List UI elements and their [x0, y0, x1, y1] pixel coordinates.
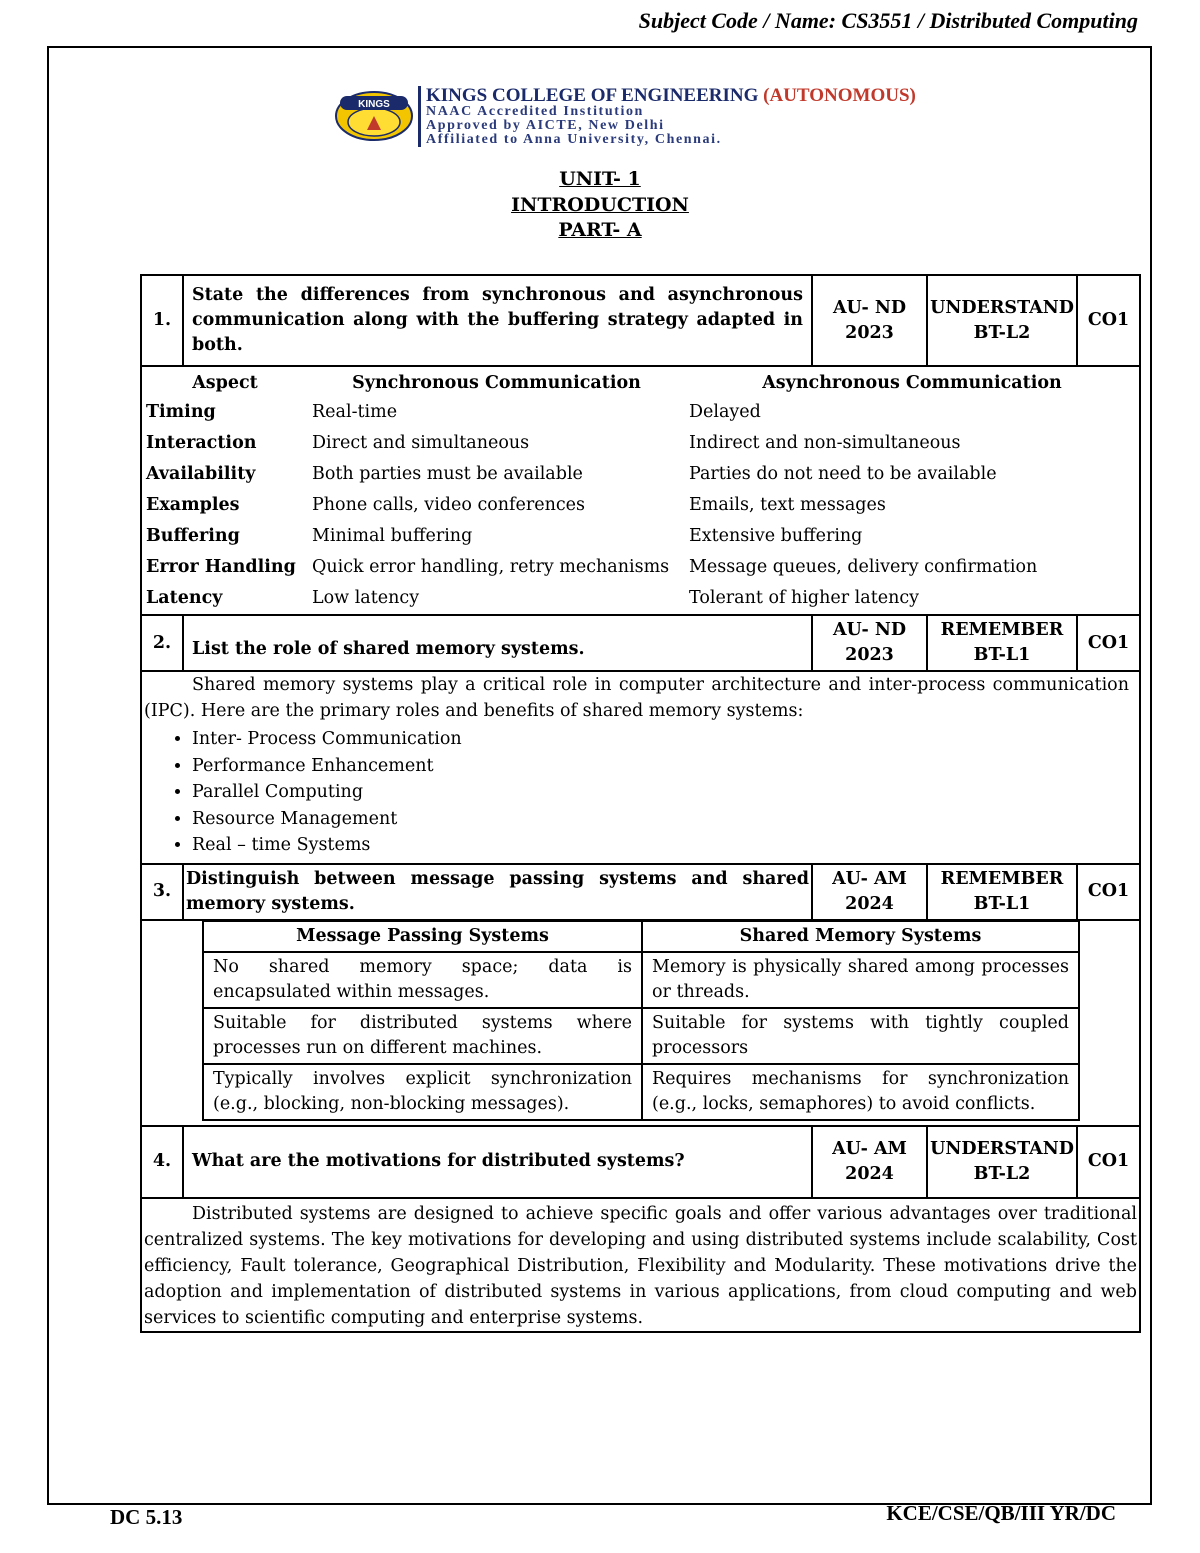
au-session: AU- AM: [832, 868, 907, 889]
mps-vs-sms-table: [202, 920, 1080, 1121]
course-outcome: CO1: [1077, 864, 1140, 920]
sms-cell: Requires mechanisms for synchronization (e.g., locks, semaphores) to avoid conflicts.: [642, 1064, 1079, 1120]
answer-cell: [141, 920, 1140, 1126]
aspect-cell: Examples: [146, 495, 240, 515]
aspect-cell: Timing: [146, 402, 216, 422]
table-row: [142, 490, 1139, 521]
answer-paragraph: Shared memory systems play a critical role in computer architecture and inter-process communication (IPC). Here are the primary roles and benefits of shared memory systems:: [144, 675, 1129, 721]
topic-title: INTRODUCTION: [511, 193, 689, 216]
answer-row: [141, 366, 1140, 615]
level-label: REMEMBER: [940, 620, 1064, 640]
sync-cell: Direct and simultaneous: [312, 433, 530, 453]
question-row: [141, 275, 1140, 366]
question-text: What are the motivations for distributed systems?: [183, 1126, 812, 1198]
table-row: [203, 1064, 1079, 1120]
table-row: [142, 397, 1139, 428]
sms-cell: Suitable for systems with tightly coupled processors: [642, 1008, 1079, 1064]
mps-cell: Suitable for distributed systems where processes run on different machines.: [203, 1008, 642, 1064]
answer-cell: [141, 671, 1140, 864]
sms-header: Shared Memory Systems: [642, 921, 1079, 952]
async-header: Asynchronous Communication: [762, 373, 1062, 393]
bt-label: BT-L1: [973, 645, 1031, 665]
course-outcome: CO1: [1077, 1126, 1140, 1198]
answer-row: [141, 920, 1140, 1126]
async-cell: Parties do not need to be available: [689, 464, 997, 484]
aspect-cell: Interaction: [146, 433, 257, 453]
answer-row: [141, 671, 1140, 864]
unit-title: UNIT- 1: [559, 168, 641, 190]
au-session: AU- ND: [832, 297, 907, 318]
role-list: [144, 726, 1129, 859]
sync-cell: Quick error handling, retry mechanisms: [312, 557, 670, 577]
au-session: AU- AM: [832, 1138, 907, 1159]
au-year: 2024: [845, 893, 894, 914]
bloom-level: [927, 864, 1077, 920]
subject-header: Subject Code / Name: CS3551 / Distributed Computing: [638, 8, 1138, 33]
level-label: UNDERSTAND: [930, 297, 1074, 318]
table-row: [142, 459, 1139, 490]
footer-doc-code: KCE/CSE/QB/III YR/DC: [886, 1501, 1116, 1525]
part-title: PART- A: [558, 219, 642, 241]
question-row: [141, 615, 1140, 671]
table-row: [142, 521, 1139, 552]
answer-cell: [141, 366, 1140, 615]
bt-label: BT-L1: [973, 893, 1031, 914]
question-row: [141, 1126, 1140, 1198]
question-text: List the role of shared memory systems.: [183, 615, 812, 671]
college-logo-block: [334, 86, 916, 147]
au-session: AU- ND: [832, 620, 907, 640]
answer-paragraph: Distributed systems are designed to achieve specific goals and offer various advantages over traditional centralized systems. The key motivations for developing and using distributed systems include scalability, Cost efficiency, Fault tolerance, Geographical Distribution, Flexibility and Modularity. These motivations drive the adoption and implementation of distributed systems in various applications, from cloud computing and web services to scientific computing and enterprise systems.: [144, 1203, 1137, 1328]
table-row: [142, 428, 1139, 459]
bt-label: BT-L2: [973, 322, 1031, 343]
college-crest-icon: [334, 86, 414, 142]
level-label: UNDERSTAND: [930, 1138, 1074, 1159]
aspect-header: Aspect: [192, 373, 258, 393]
au-exam: [812, 864, 927, 920]
college-approval: Approved by AICTE, New Delhi: [426, 118, 665, 133]
bloom-level: [927, 275, 1077, 366]
question-number: 1.: [141, 275, 183, 366]
course-outcome: CO1: [1077, 275, 1140, 366]
au-year: 2024: [845, 1163, 894, 1184]
sync-cell: Phone calls, video conferences: [312, 495, 586, 515]
sms-cell: Memory is physically shared among processes or threads.: [642, 952, 1079, 1008]
au-exam: [812, 615, 927, 671]
aspect-cell: Latency: [146, 588, 223, 608]
au-exam: [812, 1126, 927, 1198]
question-number: 4.: [141, 1126, 183, 1198]
table-row: [203, 952, 1079, 1008]
async-cell: Tolerant of higher latency: [689, 588, 920, 608]
table-row: [142, 583, 1139, 614]
unit-headings: [0, 167, 1200, 244]
sync-cell: Minimal buffering: [312, 526, 473, 546]
sync-cell: Real-time: [312, 402, 398, 422]
list-item: • Inter- Process Communication: [192, 726, 1129, 753]
mps-header: Message Passing Systems: [203, 921, 642, 952]
aspect-cell: Availability: [146, 464, 256, 484]
question-text: State the differences from synchronous and asynchronous communication along with the buffering strategy adapted in both.: [183, 275, 812, 366]
async-cell: Extensive buffering: [689, 526, 863, 546]
list-item: • Parallel Computing: [192, 779, 1129, 806]
list-item: • Performance Enhancement: [192, 753, 1129, 780]
autonomous-label: (AUTONOMOUS): [763, 85, 916, 106]
bt-label: BT-L2: [973, 1163, 1031, 1184]
answer-cell: [141, 1198, 1140, 1332]
answer-row: [141, 1198, 1140, 1332]
question-text: Distinguish between message passing systems and shared memory systems.: [183, 864, 812, 920]
question-number: 2.: [141, 615, 183, 671]
sync-async-table: [142, 369, 1139, 614]
college-affiliation: Affiliated to Anna University, Chennai.: [426, 132, 722, 147]
async-cell: Message queues, delivery confirmation: [689, 557, 1038, 577]
async-cell: Indirect and non-simultaneous: [689, 433, 961, 453]
au-year: 2023: [845, 645, 894, 665]
question-row: [141, 864, 1140, 920]
college-name-text: KINGS COLLEGE OF ENGINEERING: [426, 85, 759, 106]
list-item: • Real – time Systems: [192, 832, 1129, 859]
sync-header: Synchronous Communication: [352, 373, 641, 393]
table-row: [203, 1008, 1079, 1064]
college-name: [426, 86, 916, 105]
college-accreditation: NAAC Accredited Institution: [426, 104, 644, 119]
table-row: [142, 552, 1139, 583]
mps-cell: Typically involves explicit synchronization (e.g., blocking, non-blocking messages).: [203, 1064, 642, 1120]
aspect-cell: Buffering: [146, 526, 240, 546]
au-exam: [812, 275, 927, 366]
list-item: • Resource Management: [192, 806, 1129, 833]
question-number: 3.: [141, 864, 183, 920]
aspect-cell: Error Handling: [146, 557, 296, 577]
au-year: 2023: [845, 322, 894, 343]
bloom-level: [927, 615, 1077, 671]
sync-cell: Low latency: [312, 588, 420, 608]
footer-page-code: DC 5.13: [110, 1505, 183, 1529]
level-label: REMEMBER: [940, 868, 1064, 889]
async-cell: Delayed: [689, 402, 761, 422]
crest-badge-text: KINGS: [358, 99, 390, 110]
course-outcome: CO1: [1077, 615, 1140, 671]
sync-cell: Both parties must be available: [312, 464, 583, 484]
async-cell: Emails, text messages: [689, 495, 886, 515]
mps-cell: No shared memory space; data is encapsulated within messages.: [203, 952, 642, 1008]
bloom-level: [927, 1126, 1077, 1198]
question-table: [140, 274, 1141, 1333]
